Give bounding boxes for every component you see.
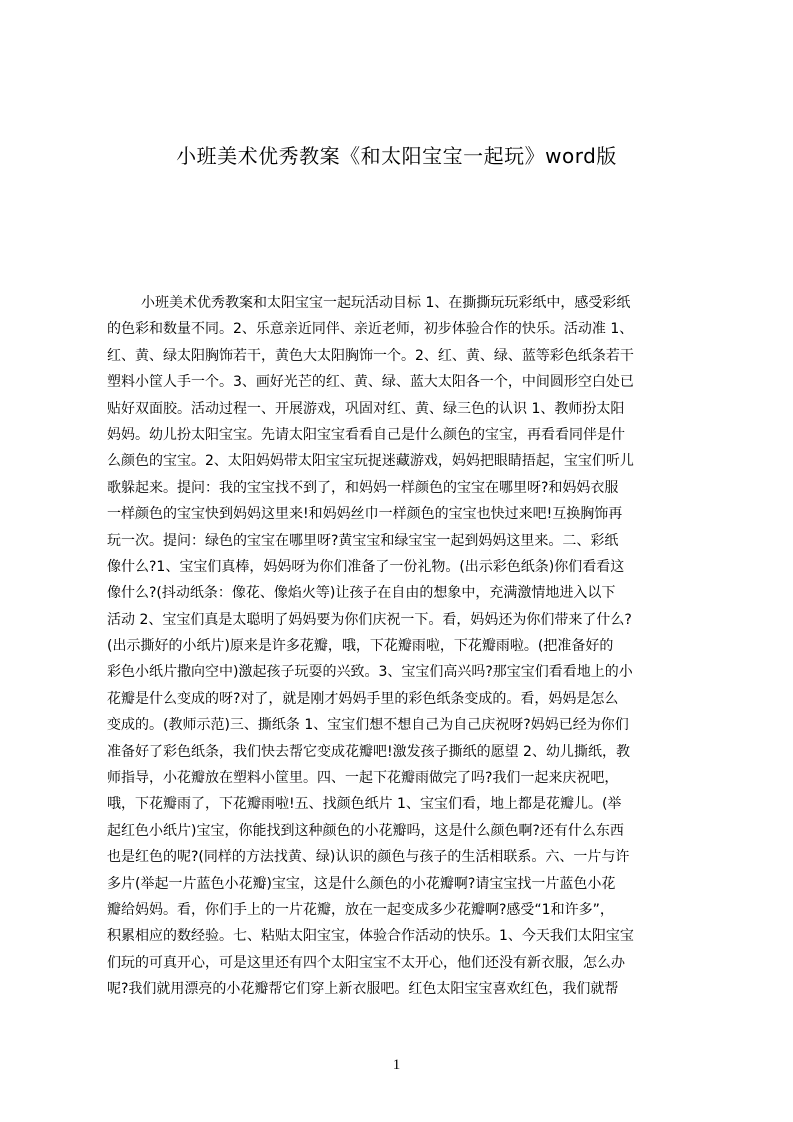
body-line: 贴好双面胶。活动过程一、开展游戏，巩固对红、黄、绿三色的认识 1、教师扮太阳: [107, 400, 625, 417]
document-title: 小班美术优秀教案《和太阳宝宝一起玩》word版: [176, 144, 617, 168]
page-number: 1: [392, 1057, 401, 1073]
body-line: 的色彩和数量不同。2、乐意亲近同伴、亲近老师，初步体验合作的快乐。活动准 1、: [107, 321, 634, 338]
body-line: 变成的。(教师示范)三、撕纸条 1、宝宝们想不想自己为自己庆祝呀?妈妈已经为你们: [107, 717, 629, 734]
body-line: 瓣给妈妈。看，你们手上的一片花瓣，放在一起变成多少花瓣啊?感受“1和许多”，: [107, 901, 614, 918]
body-line: 像什么?(抖动纸条：像花、像焰火等)让孩子在自由的想象中，充满激情地进入以下: [107, 585, 616, 602]
body-line: 准备好了彩色纸条，我们快去帮它变成花瓣吧!激发孩子撕纸的愿望 2、幼儿撕纸，教: [107, 743, 630, 760]
body-line: 多片(举起一片蓝色小花瓣)宝宝，这是什么颜色的小花瓣啊?请宝宝找一片蓝色小花: [107, 875, 616, 892]
body-line: 师指导，小花瓣放在塑料小筐里。四、一起下花瓣雨做完了吗?我们一起来庆祝吧，: [107, 770, 619, 787]
body-line: 塑料小筐人手一个。3、画好光芒的红、黄、绿、蓝大太阳各一个，中间圆形空白处已: [107, 374, 634, 391]
document-body: [107, 290, 699, 998]
body-line: 玩一次。提问：绿色的宝宝在哪里呀?黄宝宝和绿宝宝一起到妈妈这里来。二、彩纸: [107, 532, 619, 549]
body-line: 么颜色的宝宝。2、太阳妈妈带太阳宝宝玩捉迷藏游戏，妈妈把眼睛捂起，宝宝们听儿: [107, 453, 634, 470]
body-line: 小班美术优秀教案和太阳宝宝一起玩活动目标 1、在撕撕玩玩彩纸中，感受彩纸: [141, 295, 631, 311]
body-line: 彩色小纸片撒向空中)激起孩子玩耍的兴致。3、宝宝们高兴吗?那宝宝们看看地上的小: [107, 664, 633, 681]
body-line: 活动 2、宝宝们真是太聪明了妈妈要为你们庆祝一下。看，妈妈还为你们带来了什么?: [107, 611, 632, 628]
body-line: 妈妈。幼儿扮太阳宝宝。先请太阳宝宝看看自己是什么颜色的宝宝，再看看同伴是什: [107, 426, 625, 443]
body-line: 红、黄、绿太阳胸饰若干，黄色大太阳胸饰一个。2、红、黄、绿、蓝等彩色纸条若干: [107, 347, 634, 364]
body-line: 歌躲起来。提问：我的宝宝找不到了，和妈妈一样颜色的宝宝在哪里呀?和妈妈衣服: [107, 479, 619, 496]
body-line: (出示撕好的小纸片)原来是许多花瓣，哦，下花瓣雨啦，下花瓣雨啦。(把准备好的: [107, 638, 614, 655]
body-line: 积累相应的数经验。七、粘贴太阳宝宝，体验合作活动的快乐。1、今天我们太阳宝宝: [107, 928, 634, 945]
body-line: 一样颜色的宝宝快到妈妈这里来!和妈妈丝巾一样颜色的宝宝也快过来吧!互换胸饰再: [107, 506, 623, 523]
body-line: 像什么?1、宝宝们真棒，妈妈呀为你们准备了一份礼物。(出示彩色纸条)你们看看这: [107, 558, 625, 575]
body-line: 哦，下花瓣雨了，下花瓣雨啦!五、找颜色纸片 1、宝宝们看，地上都是花瓣儿。(举: [107, 796, 622, 813]
body-line: 起红色小纸片)宝宝，你能找到这种颜色的小花瓣吗，这是什么颜色啊?还有什么东西: [107, 822, 624, 839]
body-line: 呢?我们就用漂亮的小花瓣帮它们穿上新衣服吧。红色太阳宝宝喜欢红色，我们就帮: [107, 981, 619, 998]
body-line: 也是红色的呢?(同样的方法找黄、绿)认识的颜色与孩子的生活相联系。六、一片与许: [107, 849, 630, 866]
body-line: 花瓣是什么变成的呀?对了，就是刚才妈妈手里的彩色纸条变成的。看，妈妈是怎么: [107, 690, 619, 707]
body-line: 们玩的可真开心，可是这里还有四个太阳宝宝不太开心，他们还没有新衣服，怎么办: [107, 954, 625, 971]
